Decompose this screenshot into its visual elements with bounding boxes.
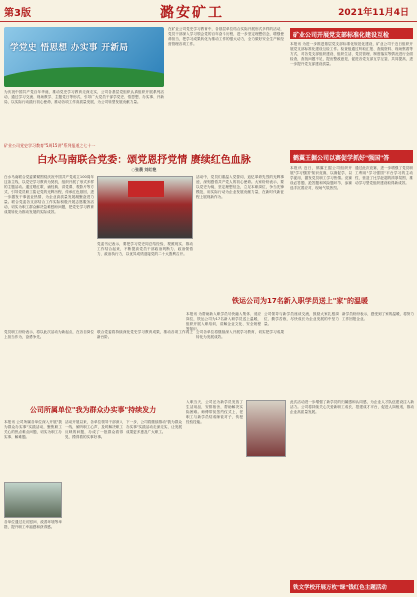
article-body: 联合党委将持续深化党史学习教育成果，推动各项工作再上新台阶。	[97, 330, 193, 339]
page-number: 第3版	[4, 8, 31, 19]
masthead	[0, 0, 417, 22]
event-photo	[4, 482, 62, 518]
article-body: 本报讯 为进一步推进基层党支部标准化规范化建设，矿业公司于近日组织开展党支部标准化建设互检工作。检查组通过听取汇报、查阅资料、现场察看等方式，对各党支部组织建设、组织生活、党员管理、制度落实等情况进行全面检查，查找问题不足，提出整改意见，促进各党支部互学互鉴、共同提高，进一步提升党支部建设质量。	[290, 42, 413, 66]
article-body: 本报讯 为帮助新入职学员尽快融入集体、适应岗位，铁运公司为17名新入职学员送上温暖，组织开展入职培训，讲解企业文化、安全规程等知识。	[186, 312, 261, 331]
article-body: 党员职工纷纷表示，将以此次活动为新起点，在各自岗位上担当作为，奋勇争先。	[4, 330, 94, 339]
article-body: 白水马南联合党委紧紧围绕庆祝中国共产党成立100周年这条主线，以党史学习教育为契机，组织开展了形式多样的主题活动。通过唱红歌、诵经典、讲党课、观影片等方式，引导党员职工铭记党的光辉历程，传承红色基因，进一步激发干事创业热情，为企业高质量发展凝聚奋进力量。联合党委各支部结合工作实际积极开展志愿服务活动，切实为职工群众解决急难愁盼问题，把党史学习教育成果转化为推动发展的实际成效。	[4, 175, 94, 214]
party-history-banner	[4, 27, 164, 87]
headline: 铁文学校开展万枚"绿"钱红色主题活动	[290, 580, 414, 593]
newspaper-logo: 潞安矿工	[160, 5, 224, 21]
headline: 矿业公司开展党支部标准化建设互检	[290, 28, 413, 39]
interview-photo	[246, 400, 286, 457]
byline: ○张晨 刘红艳	[131, 167, 157, 172]
group-photo	[97, 176, 193, 239]
article-body: 本报讯 公司所属各单位深入开展"我为群众办实事"实践活动，聚焦职工关心的热点难点问题，切实为职工办实事、解难题。	[4, 420, 62, 439]
party-flag	[128, 181, 164, 197]
article-body: 活动开展以来，各单位领导干部深入一线，倾听职工心声，及时解决职工反映的问题，办成了一批群众看得见、摸得着的实事好事。	[65, 420, 123, 439]
article-body: 党委书记表示，要把学习党史同总结经验、观照现实、推动工作结合起来，不断提高党员干部政治判断力、政治领悟力、政治执行力，以优异成绩迎接党的二十大胜利召开。	[97, 242, 193, 256]
article-body: 各单位通过走访慰问、改善环境等举措，提升职工幸福感和获得感。	[4, 520, 62, 529]
article-body: 在矿业公司党史学习教育中，各基层单位结合实际开展形式多样的活动，党员干部深入学习领会党的百年奋斗历程，进一步坚定理想信念，增强使命担当，把学习成果转化为推动工作的强大动力，全力做好安全生产和经营管理各项工作。	[168, 27, 284, 46]
article-body: 新学员纷纷表示，感受到了家的温暖，将努力工作回报企业。	[342, 312, 414, 321]
article-body: 此次活动进一步增强了新学员的归属感和认同感，为企业人才队伍建设注入新活力。公司将持续关心关爱新职工成长，搭建成才平台，促进人岗相适，推动企业高质量发展。	[290, 400, 414, 414]
headline: 白水马南联合党委：颂党恩抒党情 赓续红色血脉	[37, 155, 251, 166]
article-body: 通过此次竞赛，进一步增强了党员职工利用"学习强国"平台学习的主动性，营造了比学赶超的浓厚氛围，推动学习型党组织建设取得新成效。	[355, 166, 413, 185]
article-body: 为庆祝中国共产党百年华诞，推动党史学习教育走深走实，公司各基层党组织认真组织开展系列活动，通过学习交流、现场教学、主题党日等形式，引导广大党员干部学党史、悟思想、办实事、开新局，以实际行动践行初心使命，推动各项工作高质量发展，为公司转型发展贡献力量。	[4, 90, 164, 104]
headline: 铁运公司为17名新入职学员送上"家"的温暖	[231, 297, 369, 305]
banner-slogan: 学党史 悟思想 办实事 开新局	[10, 43, 129, 53]
article-body: 公司领导与新学员座谈交流，鼓励大家扎根岗位、勤学苦练，尽快成长为企业发展的中坚力量。	[264, 312, 339, 326]
series-kicker: 矿业公司党史学习教育"5周15讲"系列报道之七十一	[4, 143, 96, 148]
headline: 鹤翼王掘公司以赛促学抓好"强国"答	[290, 150, 413, 163]
article-body: 下一步，公司将继续推动"我为群众办实事"实践活动走深走实，让发展成果更多惠及广大职工。	[126, 420, 182, 434]
headline: 公司所属单位"我为群众办实事"持续发力	[29, 406, 157, 414]
article-body: 公司各单位将继续深入开展学习教育，切实把学习成果转化为发展成效。	[196, 330, 284, 339]
issue-date: 2021年11月4日	[338, 8, 409, 18]
article-body: 本报讯 近日，鹤翼王掘公司组织开展"学习强国"知识竞赛，以赛促学，以学促用，激发党员职工学习热情。竞赛设必答题、抢答题和风险题环节，参赛选手沉着应对，现场气氛热烈。	[290, 166, 352, 190]
banner-hill	[4, 67, 164, 87]
article-body: 活动中，党员们重温入党誓词，追忆革命先烈的光辉事迹，深刻感悟共产党人的初心使命。大家纷纷表示，要以党史为镜，坚定理想信念，立足本职岗位，争当先锋模范，用实际行动为企业发展贡献力量，在新时代新征程上展现新作为。	[196, 175, 284, 199]
article-body: 入职当天，公司还为新学员发放了生活用品，安排宿舍，帮助解决实际困难。师傅带徒签约仪式上，老职工与新学员结成师徒对子，传授经验技能。	[186, 400, 243, 424]
